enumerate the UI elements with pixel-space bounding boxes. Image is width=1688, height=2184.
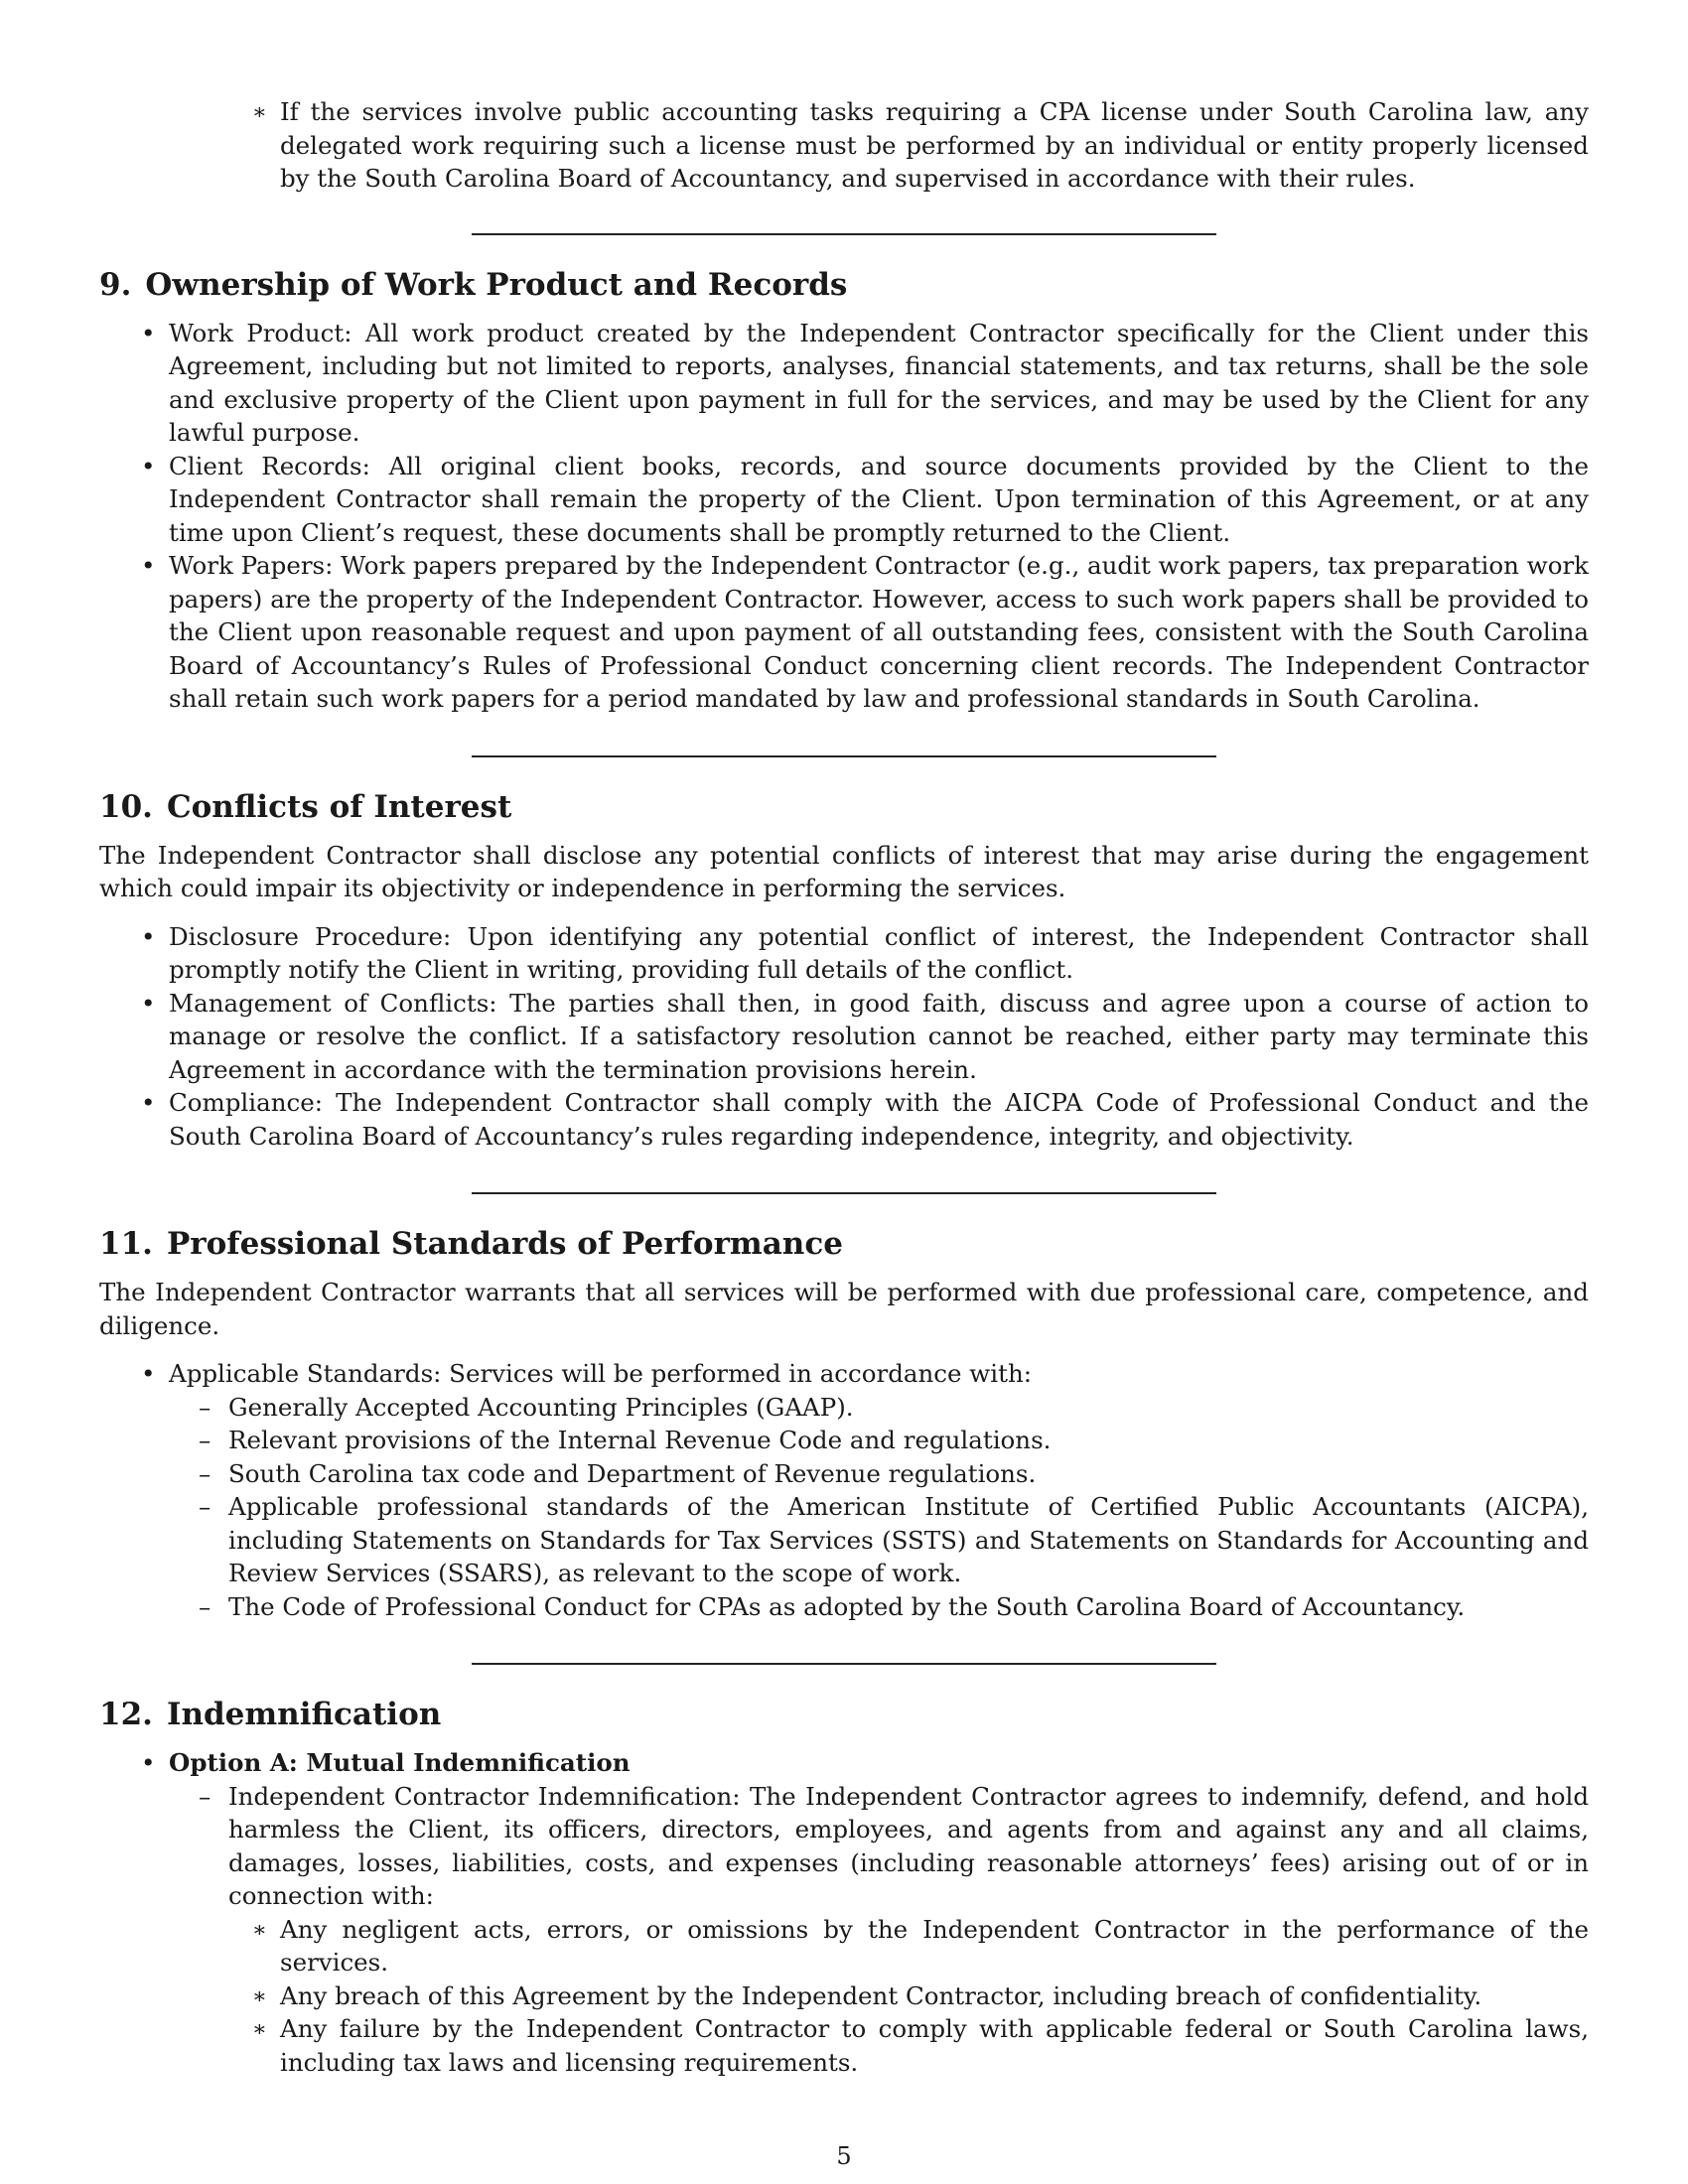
section-heading-11: 11. Professional Standards of Performance — [99, 1226, 843, 1262]
bullet-icon: • — [141, 1359, 156, 1388]
asterisk-bullet-icon: ∗ — [252, 100, 267, 125]
list-item: – The Code of Professional Conduct for CPAs as adopted by the South Carolina Board of Accountancy. — [228, 1590, 1589, 1624]
standards-sublist — [169, 1391, 1589, 1624]
option-a-sublist — [169, 1780, 1589, 2080]
list-item: – Generally Accepted Accounting Principles (GAAP). — [228, 1391, 1589, 1425]
bullet-icon: • — [141, 1748, 156, 1777]
indemnification-items — [228, 1913, 1589, 2080]
list-item: • Client Records: All original client books, records, and source documents provided by the Client to the Independent Contractor shall remain the property of the Client. Upon termination of this Agreement, or at any time upon Client’s request, these documents shall be promptly returned to the Client. — [141, 451, 1589, 547]
document-page — [99, 95, 1589, 2079]
list-item: ∗ Any breach of this Agreement by the Independent Contractor, including breach of confidentiality. — [280, 1979, 1589, 2013]
section-12-list — [99, 1746, 1589, 2079]
list-item: • Work Papers: Work papers prepared by the Independent Contractor (e.g., audit work papers, tax preparation work papers) are the property of the Independent Contractor. However, access to such work papers shall be provided to the Client upon reasonable request and upon payment of all outstanding fees, consistent with the South Carolina Board of Accountancy’s Rules of Professional Conduct concerning client records. The Independent Contractor shall retain such work papers for a period mandated by law and professional standards in South Carolina. — [141, 551, 1589, 713]
list-item: – Independent Contractor Indemnification: The Independent Contractor agrees to indemnify, defend, and hold harmless the Client, its officers, directors, employees, and agents from and against any and all claims, damages, losses, liabilities, costs, and expenses (including reasonable attorneys’ fees) arising out of or in connection with: ∗ Any negligent acts, errors, or omissions by the Independent Contractor in the performance of the services. ∗ Any breach of this Agreement by the Independent Contractor, including breach of confidentiality. ∗ Any failure by the Independent Contractor to comply with applicable federal or South Carolina laws, including tax laws and licensing requirements. — [228, 1780, 1589, 2080]
asterisk-bullet-icon: ∗ — [252, 1917, 267, 1943]
list-item — [252, 95, 1589, 196]
dash-bullet-icon: – — [199, 1458, 211, 1488]
list-item-text: If the services involve public accounting tasks requiring a CPA license under South Carolina law, any delegated work requiring such a license must be performed by an individual or entity properly licensed by the South Carolina Board of Accountancy, and supervised in accordance with their rules. — [280, 97, 1589, 193]
dash-bullet-icon: – — [199, 1492, 211, 1521]
section-10-intro: The Independent Contractor shall disclose any potential conflicts of interest that may arise during the engagement which could impair its objectivity or independence in performing the services. — [99, 840, 1589, 902]
dash-bullet-icon: – — [199, 1392, 211, 1422]
section-heading-10: 10. Conflicts of Interest — [99, 788, 512, 825]
dash-bullet-icon: – — [199, 1781, 211, 1811]
section-heading-12: 12. Indemnification — [99, 1697, 442, 1732]
list-item — [141, 1746, 1589, 2079]
carryover-list — [99, 95, 1589, 196]
list-item: • Work Product: All work product created by the Independent Contractor specifically for the Client under this Agreement, including but not limited to reports, analyses, financial statements, and tax returns, shall be the sole and exclusive property of the Client upon payment in full for the services, and may be used by the Client for any lawful purpose. — [141, 318, 1589, 447]
dash-bullet-icon: – — [199, 1591, 211, 1621]
bullet-icon: • — [141, 318, 156, 347]
list-item: ∗ Any negligent acts, errors, or omissions by the Independent Contractor in the performance of the services. — [252, 1914, 1589, 1977]
section-heading-9: 9. Ownership of Work Product and Records — [99, 266, 848, 303]
list-item: • Applicable Standards: Services will be performed in accordance with: – Generally Accepted Accounting Principles (GAAP). – Relevant provisions of the Internal Revenue Code and regulations. – South Carolina tax code and Department of Revenue regulations. – Applicable professional standards of the American Institute of Certified Public Accountants (AICPA), including Statements on Standards for Tax Services (SSTS) and Statements on Standards for Accounting and Review Services (SSARS), as relevant to the scope of work. – The Code of Professional Conduct for CPAs as adopted by the South Carolina Board of Accountancy. — [169, 1357, 1589, 1623]
asterisk-bullet-icon: ∗ — [252, 2017, 267, 2042]
bullet-icon: • — [141, 1088, 156, 1117]
list-item: • Disclosure Procedure: Upon identifying any potential conflict of interest, the Independent Contractor shall promptly notify the Client in writing, providing full details of the conflict. — [141, 921, 1589, 984]
section-11-list — [99, 1357, 1589, 1623]
list-item: ∗ Any failure by the Independent Contractor to comply with applicable federal or South Carolina laws, including tax laws and licensing requirements. — [252, 2014, 1589, 2077]
section-10-list — [99, 920, 1589, 1154]
bullet-icon: • — [141, 551, 156, 580]
page-number: 5 — [836, 2142, 852, 2170]
bullet-icon: • — [141, 921, 156, 951]
asterisk-bullet-icon: ∗ — [252, 1983, 267, 2009]
section-11-intro: The Independent Contractor warrants that all services will be performed with due professional care, competence, and diligence. — [99, 1278, 1589, 1340]
section-9-list — [99, 317, 1589, 716]
bullet-icon: • — [141, 988, 156, 1018]
bullet-icon: • — [141, 451, 156, 480]
dash-bullet-icon: – — [199, 1426, 211, 1454]
option-a-label: Option A: Mutual Indemnification — [169, 1748, 631, 1777]
list-item: – Applicable professional standards of the American Institute of Certified Public Accountants (AICPA), including Statements on Standards for Tax Services (SSTS) and Statements on Standards for Accounting and Review Services (SSARS), as relevant to the scope of work. — [199, 1492, 1589, 1587]
list-item: • Compliance: The Independent Contractor shall comply with the AICPA Code of Professional Conduct and the South Carolina Board of Accountancy’s rules regarding independence, integrity, and objectivity. — [141, 1088, 1589, 1151]
list-item: • Management of Conflicts: The parties shall then, in good faith, discuss and agree upon a course of action to manage or resolve the conflict. If a satisfactory resolution cannot be reached, either party may terminate this Agreement in accordance with the termination provisions herein. — [141, 988, 1589, 1084]
list-item: – Relevant provisions of the Internal Revenue Code and regulations. — [228, 1424, 1589, 1457]
list-item: – South Carolina tax code and Department of Revenue regulations. — [228, 1457, 1589, 1491]
